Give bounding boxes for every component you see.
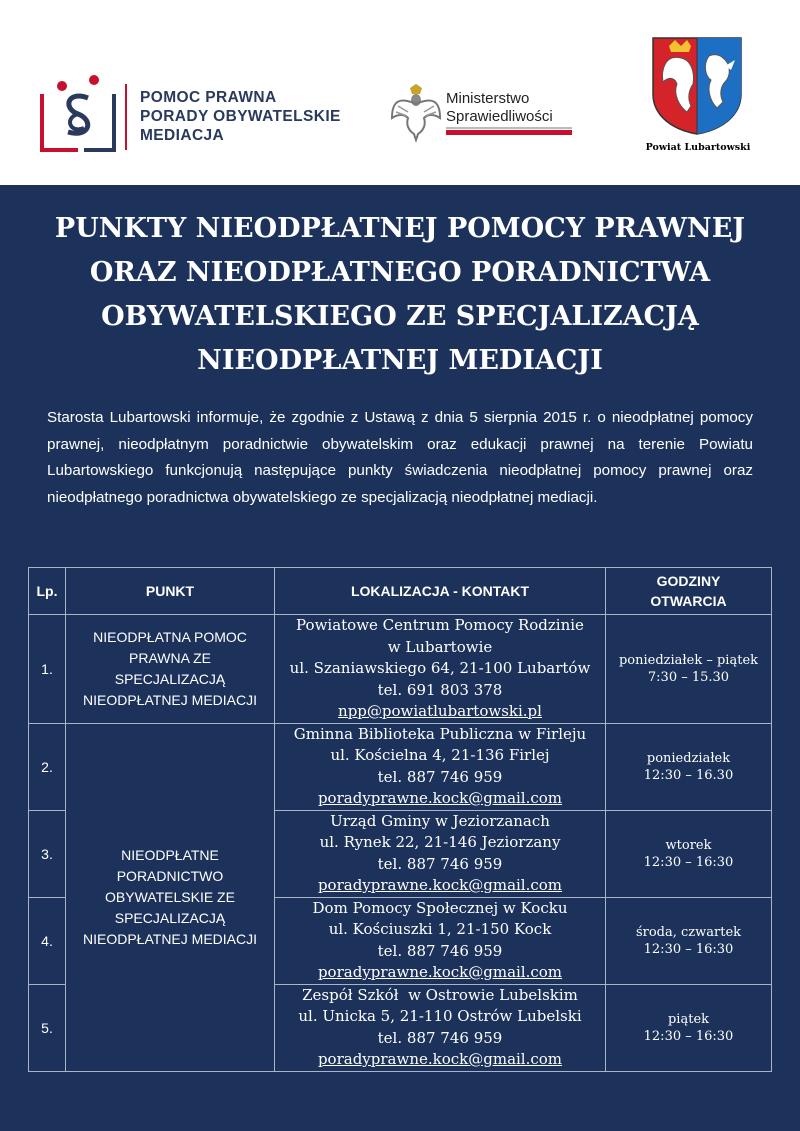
hours-time: 12:30 – 16:30: [643, 941, 734, 957]
location-address: ul. Rynek 22, 21-146 Jeziorzany: [319, 833, 561, 851]
location-name: Gminna Biblioteka Publiczna w Firleju: [293, 724, 587, 743]
location-email-link[interactable]: poradyprawne.kock@gmail.com: [317, 963, 563, 981]
location-email-link[interactable]: poradyprawne.kock@gmail.com: [317, 876, 563, 894]
location-address: ul. Kościelna 4, 21-136 Firlej: [330, 746, 550, 764]
location-address: ul. Unicka 5, 21-110 Ostrów Lubelski: [298, 1007, 582, 1025]
powiat-caption: Powiat Lubartowski: [645, 142, 751, 153]
location-email-link[interactable]: poradyprawne.kock@gmail.com: [317, 1050, 563, 1068]
white-eagle-icon: [390, 84, 442, 142]
coat-of-arms-icon: [651, 36, 743, 136]
header-punkt: PUNKT: [66, 568, 275, 615]
punkt-2-line-2: PORADNICTWO: [116, 867, 224, 884]
punkt-1-line-4: NIEODPŁATNEJ MEDIACJI: [83, 691, 257, 708]
row-number: 1.: [29, 615, 66, 724]
opening-hours: [606, 615, 772, 724]
punkt-1-line-1: NIEODPŁATNA POMOC: [93, 628, 247, 645]
header-lokalizacja: LOKALIZACJA - KONTAKT: [275, 568, 606, 615]
opening-hours: [606, 723, 772, 810]
row-number: 3.: [29, 810, 66, 897]
ministerstwo-logo: [390, 84, 590, 144]
location-name: Urząd Gminy w Jeziorzanach: [330, 811, 550, 830]
location-contact: [275, 897, 606, 984]
header-band: [0, 0, 800, 185]
ministerstwo-line-2: Sprawiedliwości: [446, 108, 553, 125]
header-godziny-line-1: GODZINY: [656, 573, 721, 589]
row-number: 2.: [29, 723, 66, 810]
punkt-1-line-2: PRAWNA ZE: [129, 649, 211, 666]
opening-hours: [606, 984, 772, 1071]
location-phone: tel. 691 803 378: [377, 680, 503, 699]
title-line-3: OBYWATELSKIEGO ZE SPECJALIZACJĄ: [101, 301, 699, 332]
hours-days: środa, czwartek: [635, 924, 742, 940]
header-godziny-line-2: OTWARCIA: [650, 593, 727, 609]
location-contact: [275, 615, 606, 724]
punkt-poradnictwo-obywatelskie: [66, 723, 275, 1071]
title-line-2: ORAZ NIEODPŁATNEGO PORADNICTWA: [89, 257, 711, 288]
points-table: [28, 567, 772, 1072]
location-address: ul. Szaniawskiego 64, 21-100 Lubartów: [289, 659, 591, 677]
location-phone: tel. 887 746 959: [377, 767, 503, 786]
location-phone: tel. 887 746 959: [377, 854, 503, 873]
punkt-2-line-5: NIEODPŁATNEJ MEDIACJI: [83, 930, 257, 947]
hours-days: poniedziałek: [646, 750, 731, 766]
location-email-link[interactable]: poradyprawne.kock@gmail.com: [317, 789, 563, 807]
punkt-2-line-4: SPECJALIZACJĄ: [114, 909, 226, 926]
paragraph-book-icon: [38, 74, 128, 154]
location-email-link[interactable]: npp@powiatlubartowski.pl: [338, 702, 542, 720]
location-name-2: w Lubartowie: [387, 637, 493, 656]
flag-stripe: [446, 130, 572, 135]
location-name: Zespół Szkół w Ostrowie Lubelskim: [302, 985, 578, 1004]
logo-line-2: PORADY OBYWATELSKIE: [140, 108, 341, 125]
table-header-row: [29, 568, 772, 615]
logo-line-1: POMOC PRAWNA: [140, 89, 277, 106]
location-address: ul. Kościuszki 1, 21-150 Kock: [328, 920, 552, 938]
hours-time: 12:30 – 16.30: [643, 767, 734, 783]
punkt-2-line-1: NIEODPŁATNE: [121, 846, 219, 863]
header-godziny: [606, 568, 772, 615]
hours-time: 7:30 – 15.30: [647, 669, 730, 685]
hours-days: wtorek: [665, 837, 712, 853]
header-lp: Lp.: [29, 568, 66, 615]
punkt-1-line-3: SPECJALIZACJĄ: [114, 670, 226, 687]
table-row: [29, 615, 772, 724]
location-phone: tel. 887 746 959: [377, 941, 503, 960]
pomoc-prawna-logo: [38, 74, 358, 154]
punkt-2-line-3: OBYWATELSKIE ZE: [105, 888, 235, 905]
hours-days: poniedziałek – piątek: [618, 652, 759, 668]
table-row: [29, 723, 772, 810]
opening-hours: [606, 897, 772, 984]
opening-hours: [606, 810, 772, 897]
ministerstwo-line-1: Ministerstwo: [446, 90, 530, 107]
title-line-1: PUNKTY NIEODPŁATNEJ POMOCY PRAWNEJ: [54, 213, 746, 244]
location-name: Dom Pomocy Społecznej w Kocku: [312, 898, 568, 917]
logo-line-3: MEDIACJA: [140, 127, 225, 144]
hours-time: 12:30 – 16:30: [643, 1028, 734, 1044]
location-phone: tel. 887 746 959: [377, 1028, 503, 1047]
hours-time: 12:30 – 16:30: [643, 854, 734, 870]
hours-days: piątek: [667, 1011, 710, 1027]
powiat-lubartowski-logo: [640, 36, 760, 160]
intro-paragraph: Starosta Lubartowski informuje, że zgodnie z Ustawą z dnia 5 sierpnia 2015 r. o nieodpłatnej pomocy prawnej, nieodpłatnym poradnictwie obywatelskim oraz edukacji prawnej na terenie Powiatu Lubartowskiego funkcjonują następujące punkty świadczenia nieodpłatnej pomocy prawnej oraz nieodpłatnego poradnictwa obywatelskiego ze specjalizacją nieodpłatnej mediacji.: [47, 409, 753, 506]
page-title: [30, 207, 770, 383]
location-contact: [275, 723, 606, 810]
title-line-4: NIEODPŁATNEJ MEDIACJI: [197, 345, 603, 376]
row-number: 4.: [29, 897, 66, 984]
row-number: 5.: [29, 984, 66, 1071]
location-contact: [275, 810, 606, 897]
location-name: Powiatowe Centrum Pomocy Rodzinie: [296, 616, 584, 634]
punkt-pomoc-prawna: [66, 615, 275, 724]
location-contact: [275, 984, 606, 1071]
